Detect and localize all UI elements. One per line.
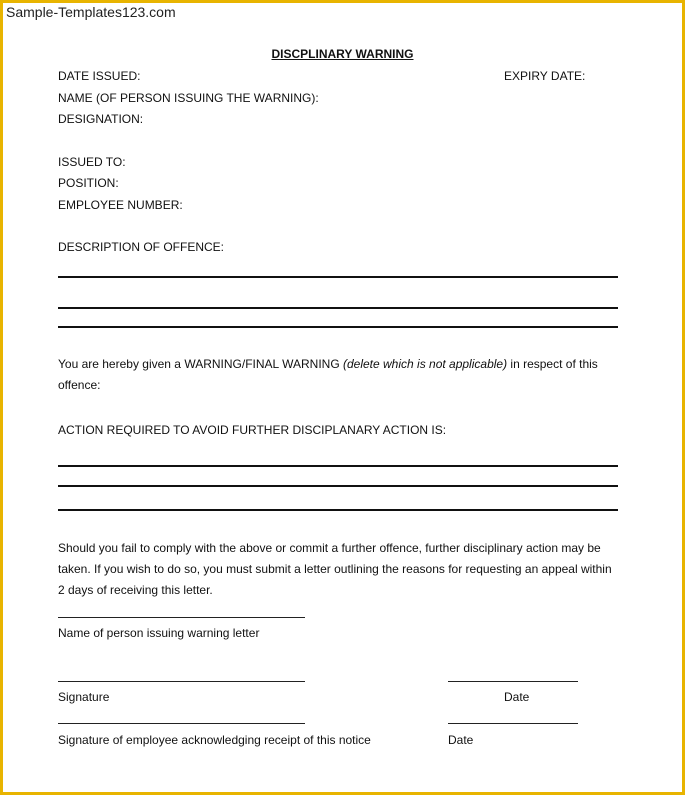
expiry-date-label: EXPIRY DATE: xyxy=(504,69,586,83)
closing-paragraph: Should you fail to comply with the above or commit a further offence, further disciplinary action may be taken. If you wish to do so, you must submit a letter outlining the reasons for requesting an appeal within 2 days of receiving this letter. xyxy=(58,541,612,597)
offence-line-1 xyxy=(58,276,618,278)
date-line-1 xyxy=(448,681,578,682)
date-caption-1: Date xyxy=(504,690,530,704)
action-required-label: ACTION REQUIRED TO AVOID FURTHER DISCIPLANARY ACTION IS: xyxy=(58,423,447,437)
action-line-1 xyxy=(58,465,618,467)
date-caption-2: Date xyxy=(448,733,474,747)
designation-label: DESIGNATION: xyxy=(58,112,144,126)
issuer-name-line xyxy=(58,617,305,618)
document-title: DISCPLINARY WARNING xyxy=(271,47,414,61)
issued-to-label: ISSUED TO: xyxy=(58,155,126,169)
offence-line-3 xyxy=(58,326,618,328)
action-line-2 xyxy=(58,485,618,487)
date-line-2 xyxy=(448,723,578,724)
offence-line-2 xyxy=(58,307,618,309)
employee-ack-caption: Signature of employee acknowledging receipt of this notice xyxy=(58,733,371,747)
employee-number-label: EMPLOYEE NUMBER: xyxy=(58,198,183,212)
issuer-name-caption: Name of person issuing warning letter xyxy=(58,626,260,640)
warning-text-italic: (delete which is not applicable) xyxy=(342,357,508,371)
employee-signature-line xyxy=(58,723,305,724)
date-issued-label: DATE ISSUED: xyxy=(58,69,141,83)
signature-caption: Signature xyxy=(58,690,110,704)
warning-paragraph xyxy=(58,354,620,396)
warning-text-after: in respect of this offence: xyxy=(58,357,598,392)
watermark-text: Sample-Templates123.com xyxy=(6,4,176,20)
position-label: POSITION: xyxy=(58,176,119,190)
action-line-3 xyxy=(58,509,618,511)
offence-description-label: DESCRIPTION OF OFFENCE: xyxy=(58,240,225,254)
issuer-name-label: NAME (OF PERSON ISSUING THE WARNING): xyxy=(58,91,319,105)
warning-text-before: You are hereby given a WARNING/FINAL WARNING xyxy=(58,357,343,371)
signature-line xyxy=(58,681,305,682)
